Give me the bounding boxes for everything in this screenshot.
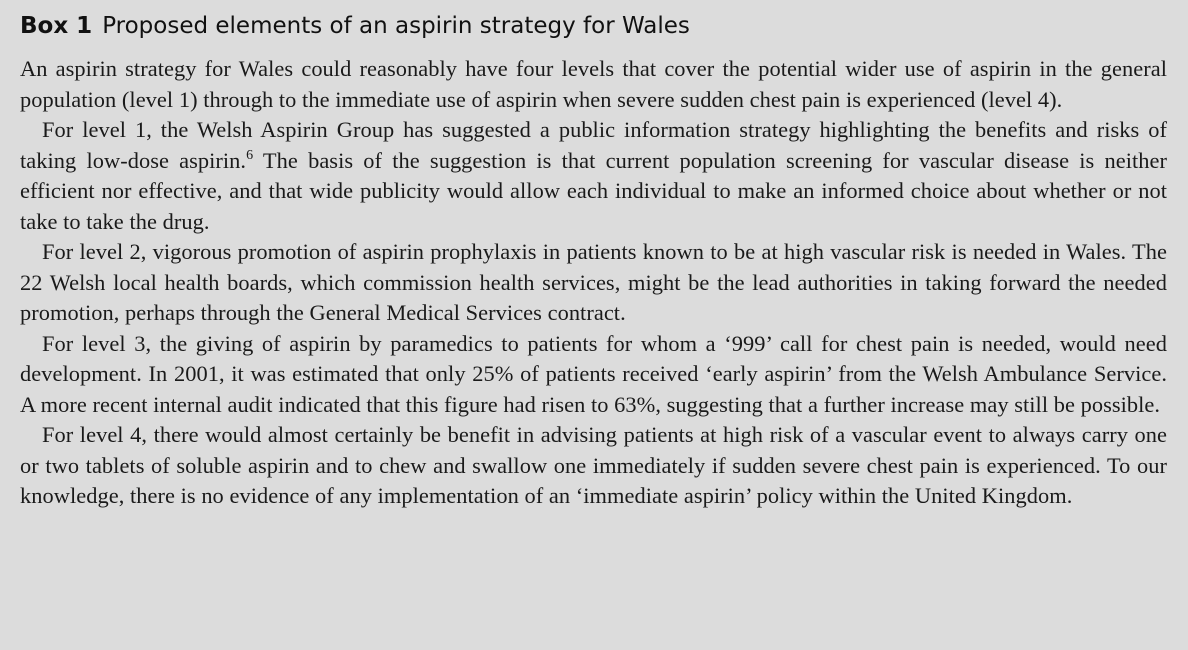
level-3-paragraph: For level 3, the giving of aspirin by paramedics to patients for whom a ‘999’ call for chest pain is needed, would need development. In 2001, it was estimated that only 25% of patients received ‘early aspirin’ from the Welsh Ambulance Service. A more recent internal audit indicated that this figure had risen to 63%, suggesting that a further increase may still be possible. bbox=[20, 330, 1167, 417]
box-title: Proposed elements of an aspirin strategy for Wales bbox=[102, 13, 690, 39]
box-label: Box 1 bbox=[20, 13, 93, 39]
level-1-text-start: For level 1, the Welsh Aspirin Group has suggested a public information strategy highlighting the benefits and risks of taking low-dose aspirin. bbox=[20, 117, 1167, 173]
intro-paragraph: An aspirin strategy for Wales could reasonably have four levels that cover the potential wider use of aspirin in the general population (level 1) through to the immediate use of aspirin when severe sudden chest pain is experienced (level 4). bbox=[20, 56, 1167, 112]
level-4-paragraph: For level 4, there would almost certainly be benefit in advising patients at high risk of a vascular event to always carry one or two tablets of soluble aspirin and to chew and swallow one immediately if sudden severe chest pain is experienced. To our knowledge, there is no evidence of any implementation of an ‘immediate aspirin’ policy within the United Kingdom. bbox=[20, 422, 1167, 508]
level-1-paragraph bbox=[20, 115, 1167, 237]
reference-superscript: 6 bbox=[246, 147, 254, 163]
box-heading bbox=[20, 8, 1167, 44]
level-1-text-end: The basis of the suggestion is that current population screening for vascular disease is neither efficient nor effective, and that wide publicity would allow each individual to make an informed choice about whether or not take to take the drug. bbox=[20, 147, 1167, 234]
level-2-paragraph: For level 2, vigorous promotion of aspirin prophylaxis in patients known to be at high vascular risk is needed in Wales. The 22 Welsh local health boards, which commission health services, might be the lead authorities in taking forward the needed promotion, perhaps through the General Medical Services contract. bbox=[20, 239, 1167, 325]
